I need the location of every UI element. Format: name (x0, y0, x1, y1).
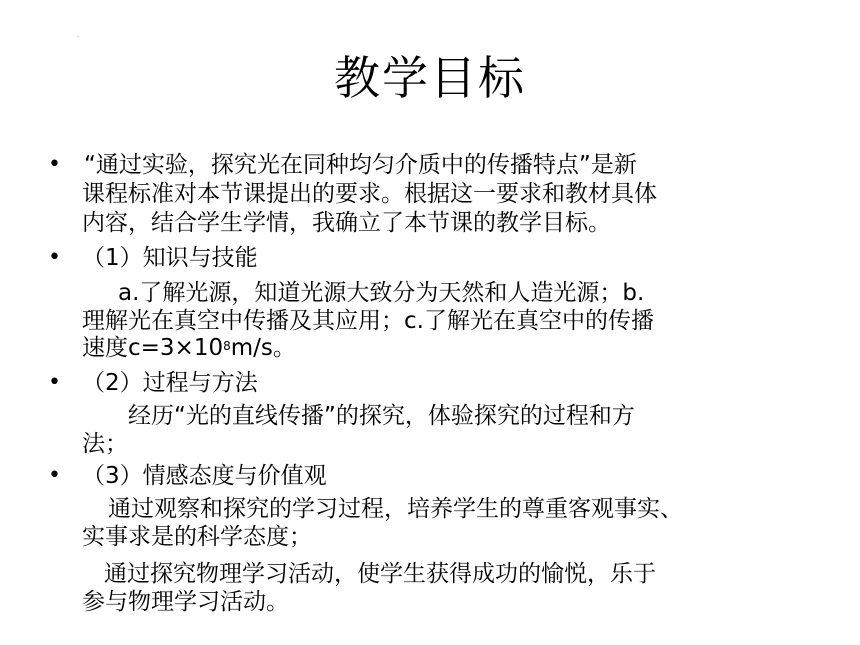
speed-unit: m/s。 (230, 335, 296, 361)
intro-line-2: 课程标准对本节课提出的要求。根据这一要求和教材具体 (82, 181, 657, 207)
bullet-icon: • (48, 463, 61, 488)
bullet-icon: • (48, 245, 61, 270)
emotion-line-1: 通过观察和探究的学习过程，培养学生的尊重客观事实、 (108, 496, 683, 522)
knowledge-line-2: 理解光在真空中传播及其应用；c.了解光在真空中的传播 (82, 308, 654, 334)
emotion-line-4: 参与物理学习活动。 (82, 589, 289, 615)
emotion-heading: （3）情感态度与价值观 (82, 463, 327, 489)
process-line-2: 法； (82, 431, 128, 457)
knowledge-line-3 (82, 335, 296, 361)
emotion-line-3: 通过探究物理学习活动，使学生获得成功的愉悦，乐于 (104, 561, 656, 587)
speed-text: 速度c=3×10 (82, 335, 224, 361)
page-title: 教学目标 (334, 51, 526, 105)
exponent: 8 (223, 339, 231, 353)
knowledge-heading: （1）知识与技能 (82, 245, 258, 271)
intro-line-1: “通过实验，探究光在同种均匀介质中的传播特点”是新 (84, 152, 637, 178)
knowledge-line-1: a.了解光源，知道光源大致分为天然和人造光源；b. (118, 280, 645, 306)
process-line-1: 经历“光的直线传播”的探究，体验探究的过程和方 (128, 403, 635, 429)
intro-line-3: 内容，结合学生学情，我确立了本节课的教学目标。 (82, 210, 611, 236)
bullet-icon: • (48, 152, 61, 177)
bullet-icon: • (48, 370, 61, 395)
decorative-dot: · (77, 34, 79, 41)
process-heading: （2）过程与方法 (82, 370, 258, 396)
emotion-line-2: 实事求是的科学态度； (82, 524, 312, 550)
